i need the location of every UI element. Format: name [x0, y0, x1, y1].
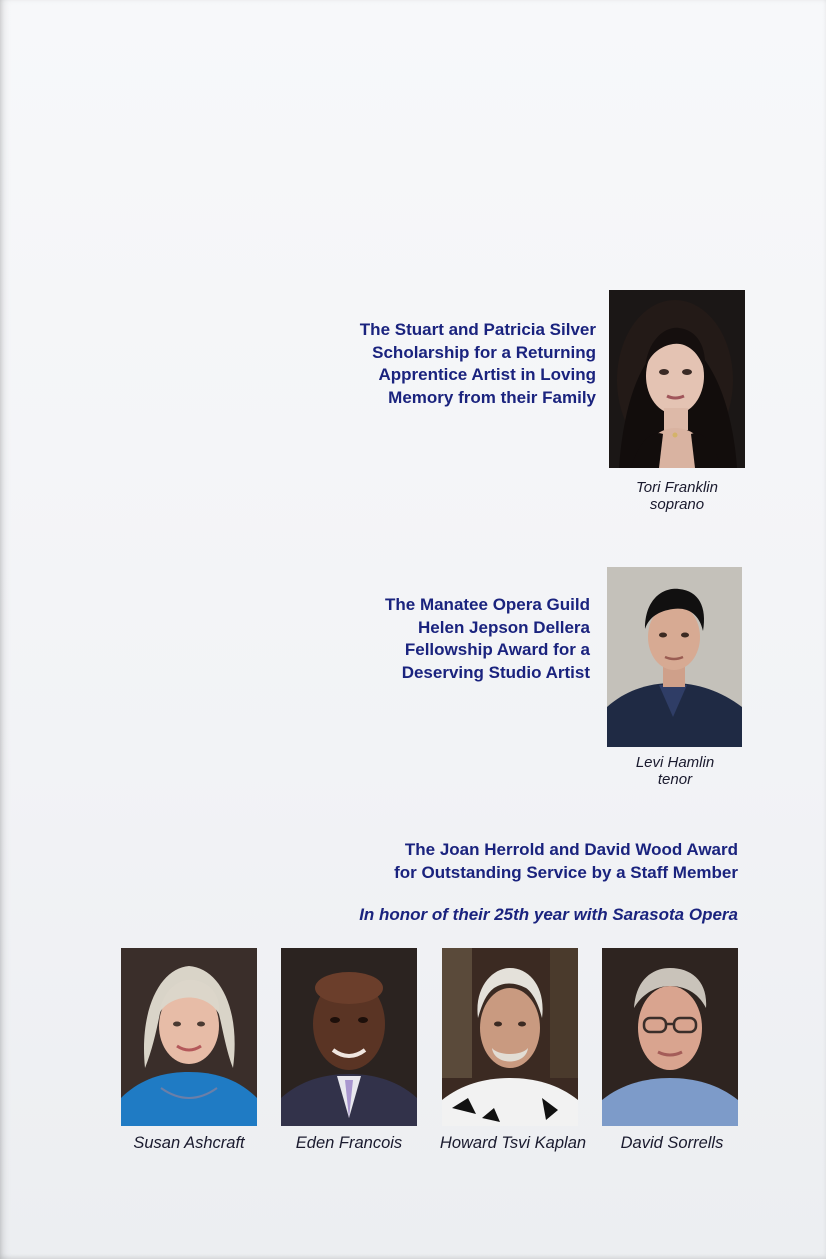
recipient-voice: soprano [649, 496, 705, 513]
award-line: The Joan Herrold and David Wood Award [404, 840, 738, 859]
staff-name: Eden Francois [295, 1134, 403, 1152]
award-line: Fellowship Award for a [404, 640, 590, 659]
award-line: The Stuart and Patricia Silver [359, 320, 596, 339]
tori-franklin-photo [609, 290, 745, 468]
award-manatee-guild-title [290, 594, 590, 684]
tori-franklin-caption [607, 479, 747, 513]
recipient-name: Tori Franklin [636, 479, 718, 496]
recipient-voice: tenor [657, 771, 693, 788]
award-line: Helen Jepson Dellera [418, 617, 590, 637]
david-sorrells-photo [602, 948, 738, 1126]
award-line: Memory from their Family [388, 387, 596, 407]
staff-name: Howard Tsvi Kaplan [439, 1134, 587, 1152]
levi-hamlin-caption [605, 754, 745, 788]
award-line: Deserving Studio Artist [401, 662, 590, 682]
staff-name: Susan Ashcraft [133, 1134, 245, 1152]
staff-name: David Sorrells [620, 1134, 724, 1152]
award-line: for Outstanding Service by a Staff Member [394, 862, 738, 882]
levi-hamlin-photo [607, 567, 742, 747]
award-herrold-wood-title [300, 839, 738, 884]
award-stuart-silver-title [296, 319, 596, 409]
award-line: Scholarship for a Returning [372, 342, 596, 362]
honor-line: In honor of their 25th year with Sarasota Opera [359, 905, 738, 924]
bleed-through-title [160, 66, 660, 258]
recipient-name: Levi Hamlin [635, 754, 715, 771]
award-line: The Manatee Opera Guild [385, 595, 590, 614]
howard-tsvi-kaplan-photo [442, 948, 578, 1126]
eden-francois-photo [281, 948, 417, 1126]
susan-ashcraft-photo [121, 948, 257, 1126]
award-line: Apprentice Artist in Loving [378, 365, 596, 384]
